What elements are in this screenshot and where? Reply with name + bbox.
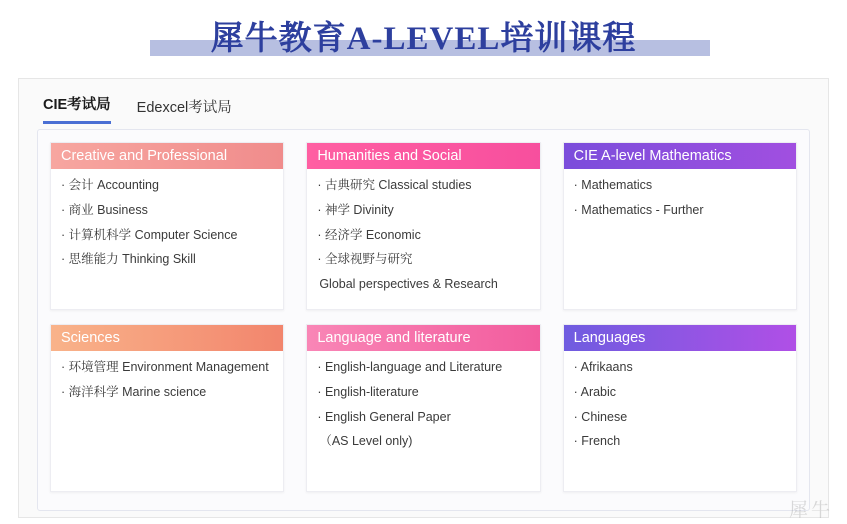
list-item: · Afrikaans [573,360,633,374]
list-item: Global perspectives & Research [319,277,498,291]
list-item: · 经济学 Economic [317,227,421,242]
course-card-title: CIE A-level Mathematics [564,143,796,169]
course-card[interactable] [563,142,797,310]
course-card[interactable] [563,324,797,492]
course-card[interactable] [50,142,284,310]
list-item: · Mathematics - Further [573,202,704,217]
page-title: 犀牛教育A-LEVEL培训课程 [210,21,637,57]
list-item: · 会计 Accounting [61,178,159,192]
course-card-items [307,351,539,491]
watermark: 犀牛 [788,500,833,521]
list-item: · English General Paper [317,409,451,424]
course-card-title: Language and literature [307,325,539,351]
list-item: · 古典研究 Classical studies [317,178,472,192]
course-card[interactable] [306,142,540,310]
list-item: · English-language and Literature [317,360,503,374]
list-item: · 神学 Divinity [317,202,394,217]
tab-cie[interactable]: CIE考试局 [43,93,111,124]
course-card[interactable] [306,324,540,492]
course-card-items [307,169,539,309]
list-item: · 思维能力 Thinking Skill [61,252,196,267]
list-item: · 商业 Business [61,202,148,217]
title-banner [0,0,847,72]
list-item: · English-literature [317,384,419,399]
list-item: （AS Level only) [319,434,413,449]
list-item: · Chinese [573,409,628,424]
course-card-items [564,169,796,309]
course-panel [18,78,829,518]
course-grid [50,142,797,492]
list-item: · French [573,434,621,449]
course-card-title: Sciences [51,325,283,351]
course-card-title: Creative and Professional [51,143,283,169]
list-item: · Arabic [573,384,617,399]
course-card-items [564,351,796,491]
list-item: · 环境管理 Environment Management [61,360,269,374]
course-cards-area [37,129,810,511]
list-item: · 计算机科学 Computer Science [61,227,238,242]
course-card-items [51,169,283,309]
course-card-items [51,351,283,491]
exam-board-tabs [43,93,232,124]
course-card-title: Humanities and Social [307,143,539,169]
tab-edexcel[interactable]: Edexcel考试局 [136,100,232,116]
list-item: · Mathematics [573,178,653,192]
course-card[interactable] [50,324,284,492]
course-card-title: Languages [564,325,796,351]
list-item: · 全球视野与研究 [317,252,413,267]
list-item: · 海洋科学 Marine science [61,384,207,399]
